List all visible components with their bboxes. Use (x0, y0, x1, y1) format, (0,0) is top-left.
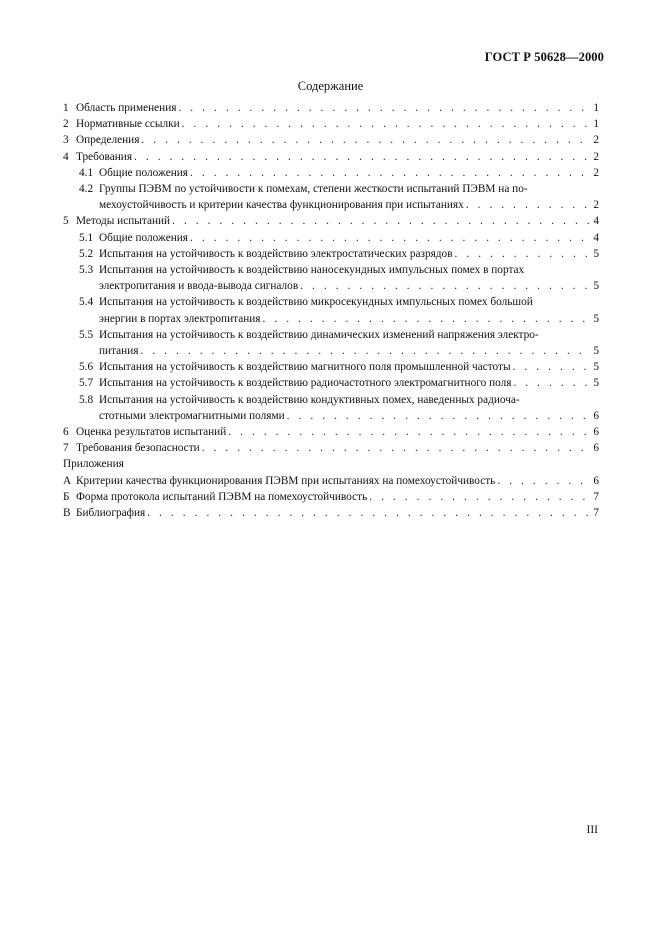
toc-entry-page: 6 (593, 426, 599, 439)
toc-entry-page: 2 (593, 150, 599, 163)
appendix-letter: Б (63, 490, 70, 503)
leader-dots (188, 230, 589, 246)
leader-dots (511, 359, 590, 375)
toc-entry-6[interactable] (63, 424, 599, 440)
toc-entry-page: 4 (593, 215, 599, 228)
toc-entry-page: 5 (593, 247, 599, 260)
toc-entry-title: Методы испытаний (76, 215, 171, 228)
toc-entry-title: Требования (76, 150, 133, 163)
leader-dots (176, 100, 589, 116)
toc-entry-title-line1: Группы ПЭВМ по устойчивости к помехам, степени жесткости испытаний ПЭВМ на по- (99, 183, 528, 196)
leader-dots (139, 132, 589, 148)
toc-entry-number: 5.4 (79, 296, 94, 309)
toc-entry-5-4[interactable] (63, 294, 599, 326)
leader-dots (180, 116, 590, 132)
toc-entry-number: 4.1 (79, 166, 94, 179)
leader-dots (261, 311, 590, 327)
appendix-letter: А (63, 474, 72, 487)
toc-entry-number: 4.2 (79, 183, 94, 196)
toc-entry-number: 1 (63, 102, 69, 114)
toc-entry-number: 6 (63, 426, 69, 439)
toc-entry-title-line1: Испытания на устойчивость к воздействию микросекундных импульсных помех большой (99, 296, 533, 309)
toc-entry-page: 6 (593, 409, 599, 422)
toc-entry-number: 4 (63, 150, 69, 163)
toc-entry-number: 7 (63, 442, 69, 455)
toc-entry-page: 2 (593, 166, 599, 179)
leader-dots (226, 424, 589, 440)
toc-entry-page: 5 (593, 312, 599, 325)
toc-entry-title-line1: Испытания на устойчивость к воздействию кондуктивных помех, наведенных радиоча- (99, 393, 520, 406)
toc-entry-title: Требования безопасности (76, 442, 200, 455)
toc-entry-title: Испытания на устойчивость к воздействию магнитного поля промышленной частоты (99, 361, 511, 374)
toc-entry-1[interactable] (63, 100, 599, 116)
appendix-title: Форма протокола испытаний ПЭВМ на помехоустойчивость (76, 490, 368, 503)
standard-code: ГОСТ Р 50628—2000 (484, 50, 604, 64)
toc-entry-5-5[interactable] (63, 327, 599, 359)
toc-entry-page: 5 (593, 361, 599, 374)
leader-dots (170, 213, 589, 229)
toc-entry-title: Область применения (76, 102, 177, 114)
leader-dots (132, 149, 589, 165)
toc-entry-title: Испытания на устойчивость к воздействию радиочастотного электромагнитного поля (99, 377, 512, 390)
appendix-page: 6 (593, 474, 599, 487)
toc-entry-number: 3 (63, 134, 69, 147)
toc-entry-title: Определения (76, 134, 140, 147)
table-of-contents (63, 100, 599, 521)
toc-entry-5-1[interactable] (63, 230, 599, 246)
toc-entry-page: 5 (593, 377, 599, 390)
toc-entry-title: Нормативные ссылки (76, 118, 180, 131)
toc-entry-title-line1: Испытания на устойчивость к воздействию динамических изменений напряжения электро- (99, 328, 539, 341)
toc-entry-4[interactable] (63, 149, 599, 165)
toc-entry-page: 2 (593, 134, 599, 147)
toc-entry-page: 4 (593, 231, 599, 244)
toc-entry-5-6[interactable] (63, 359, 599, 375)
toc-entry-page: 2 (593, 199, 599, 212)
leader-dots (145, 505, 589, 521)
toc-entry-title: Общие положения (99, 231, 188, 244)
leader-dots (200, 440, 590, 456)
toc-entry-2[interactable] (63, 116, 599, 132)
page-number: III (586, 824, 598, 836)
toc-entry-title-line1: Испытания на устойчивость к воздействию наносекундных импульсных помех в портах (99, 264, 525, 277)
toc-entry-number: 5.2 (79, 247, 94, 260)
toc-entry-number: 5.6 (79, 361, 94, 374)
toc-entry-5[interactable] (63, 213, 599, 229)
leader-dots (138, 343, 589, 359)
toc-entry-title-line2: стотными электромагнитными полями (99, 409, 285, 422)
toc-entry-title-line2: питания (99, 345, 139, 358)
toc-entry-number: 5.5 (79, 328, 94, 341)
toc-entry-5-8[interactable] (63, 392, 599, 424)
leader-dots (495, 473, 589, 489)
toc-entry-page: 1 (593, 118, 599, 131)
leader-dots (453, 246, 590, 262)
toc-entry-page: 6 (593, 442, 599, 455)
toc-entry-number: 5 (63, 215, 69, 228)
toc-entry-page: 5 (593, 345, 599, 358)
toc-entry-5-3[interactable] (63, 262, 599, 294)
toc-entry-page: 1 (593, 102, 599, 114)
toc-entry-title-line2: электропитания и ввода-вывода сигналов (99, 280, 299, 293)
toc-entry-5-7[interactable] (63, 375, 599, 391)
toc-entry-number: 5.3 (79, 264, 94, 277)
appendix-letter: В (63, 507, 71, 520)
leader-dots (285, 408, 590, 424)
toc-entry-number: 5.7 (79, 377, 94, 390)
toc-entry-7[interactable] (63, 440, 599, 456)
toc-entry-4-1[interactable] (63, 165, 599, 181)
toc-entry-4-2[interactable] (63, 181, 599, 213)
appendix-page: 7 (593, 490, 599, 503)
toc-entry-5-2[interactable] (63, 246, 599, 262)
toc-entry-title-line2: энергии в портах электропитания (99, 312, 261, 325)
leader-dots (367, 489, 589, 505)
toc-entry-title: Испытания на устойчивость к воздействию электростатических разрядов (99, 247, 453, 260)
toc-entry-3[interactable] (63, 132, 599, 148)
toc-entry-page: 5 (593, 280, 599, 293)
toc-entry-title: Общие положения (99, 166, 188, 179)
leader-dots (464, 197, 590, 213)
toc-entry-number: 5.8 (79, 393, 94, 406)
leader-dots (511, 375, 589, 391)
appendix-entry-a[interactable] (63, 473, 599, 489)
toc-title: Содержание (297, 79, 364, 93)
appendix-title: Критерии качества функционирования ПЭВМ при испытаниях на помехоустойчивость (76, 474, 496, 487)
toc-entry-number: 5.1 (79, 231, 94, 244)
leader-dots (188, 165, 589, 181)
toc-entry-number: 2 (63, 118, 69, 131)
appendix-page: 7 (593, 507, 599, 520)
toc-entry-title: Оценка результатов испытаний (76, 426, 227, 439)
leader-dots (298, 278, 589, 294)
appendix-entry-v[interactable] (63, 505, 599, 521)
appendices-title: Приложения (63, 458, 124, 471)
appendix-entry-b[interactable] (63, 489, 599, 505)
toc-entry-title-line2: мехоустойчивость и критерии качества функционирования при испытаниях (99, 199, 464, 212)
appendix-title: Библиография (76, 507, 146, 520)
